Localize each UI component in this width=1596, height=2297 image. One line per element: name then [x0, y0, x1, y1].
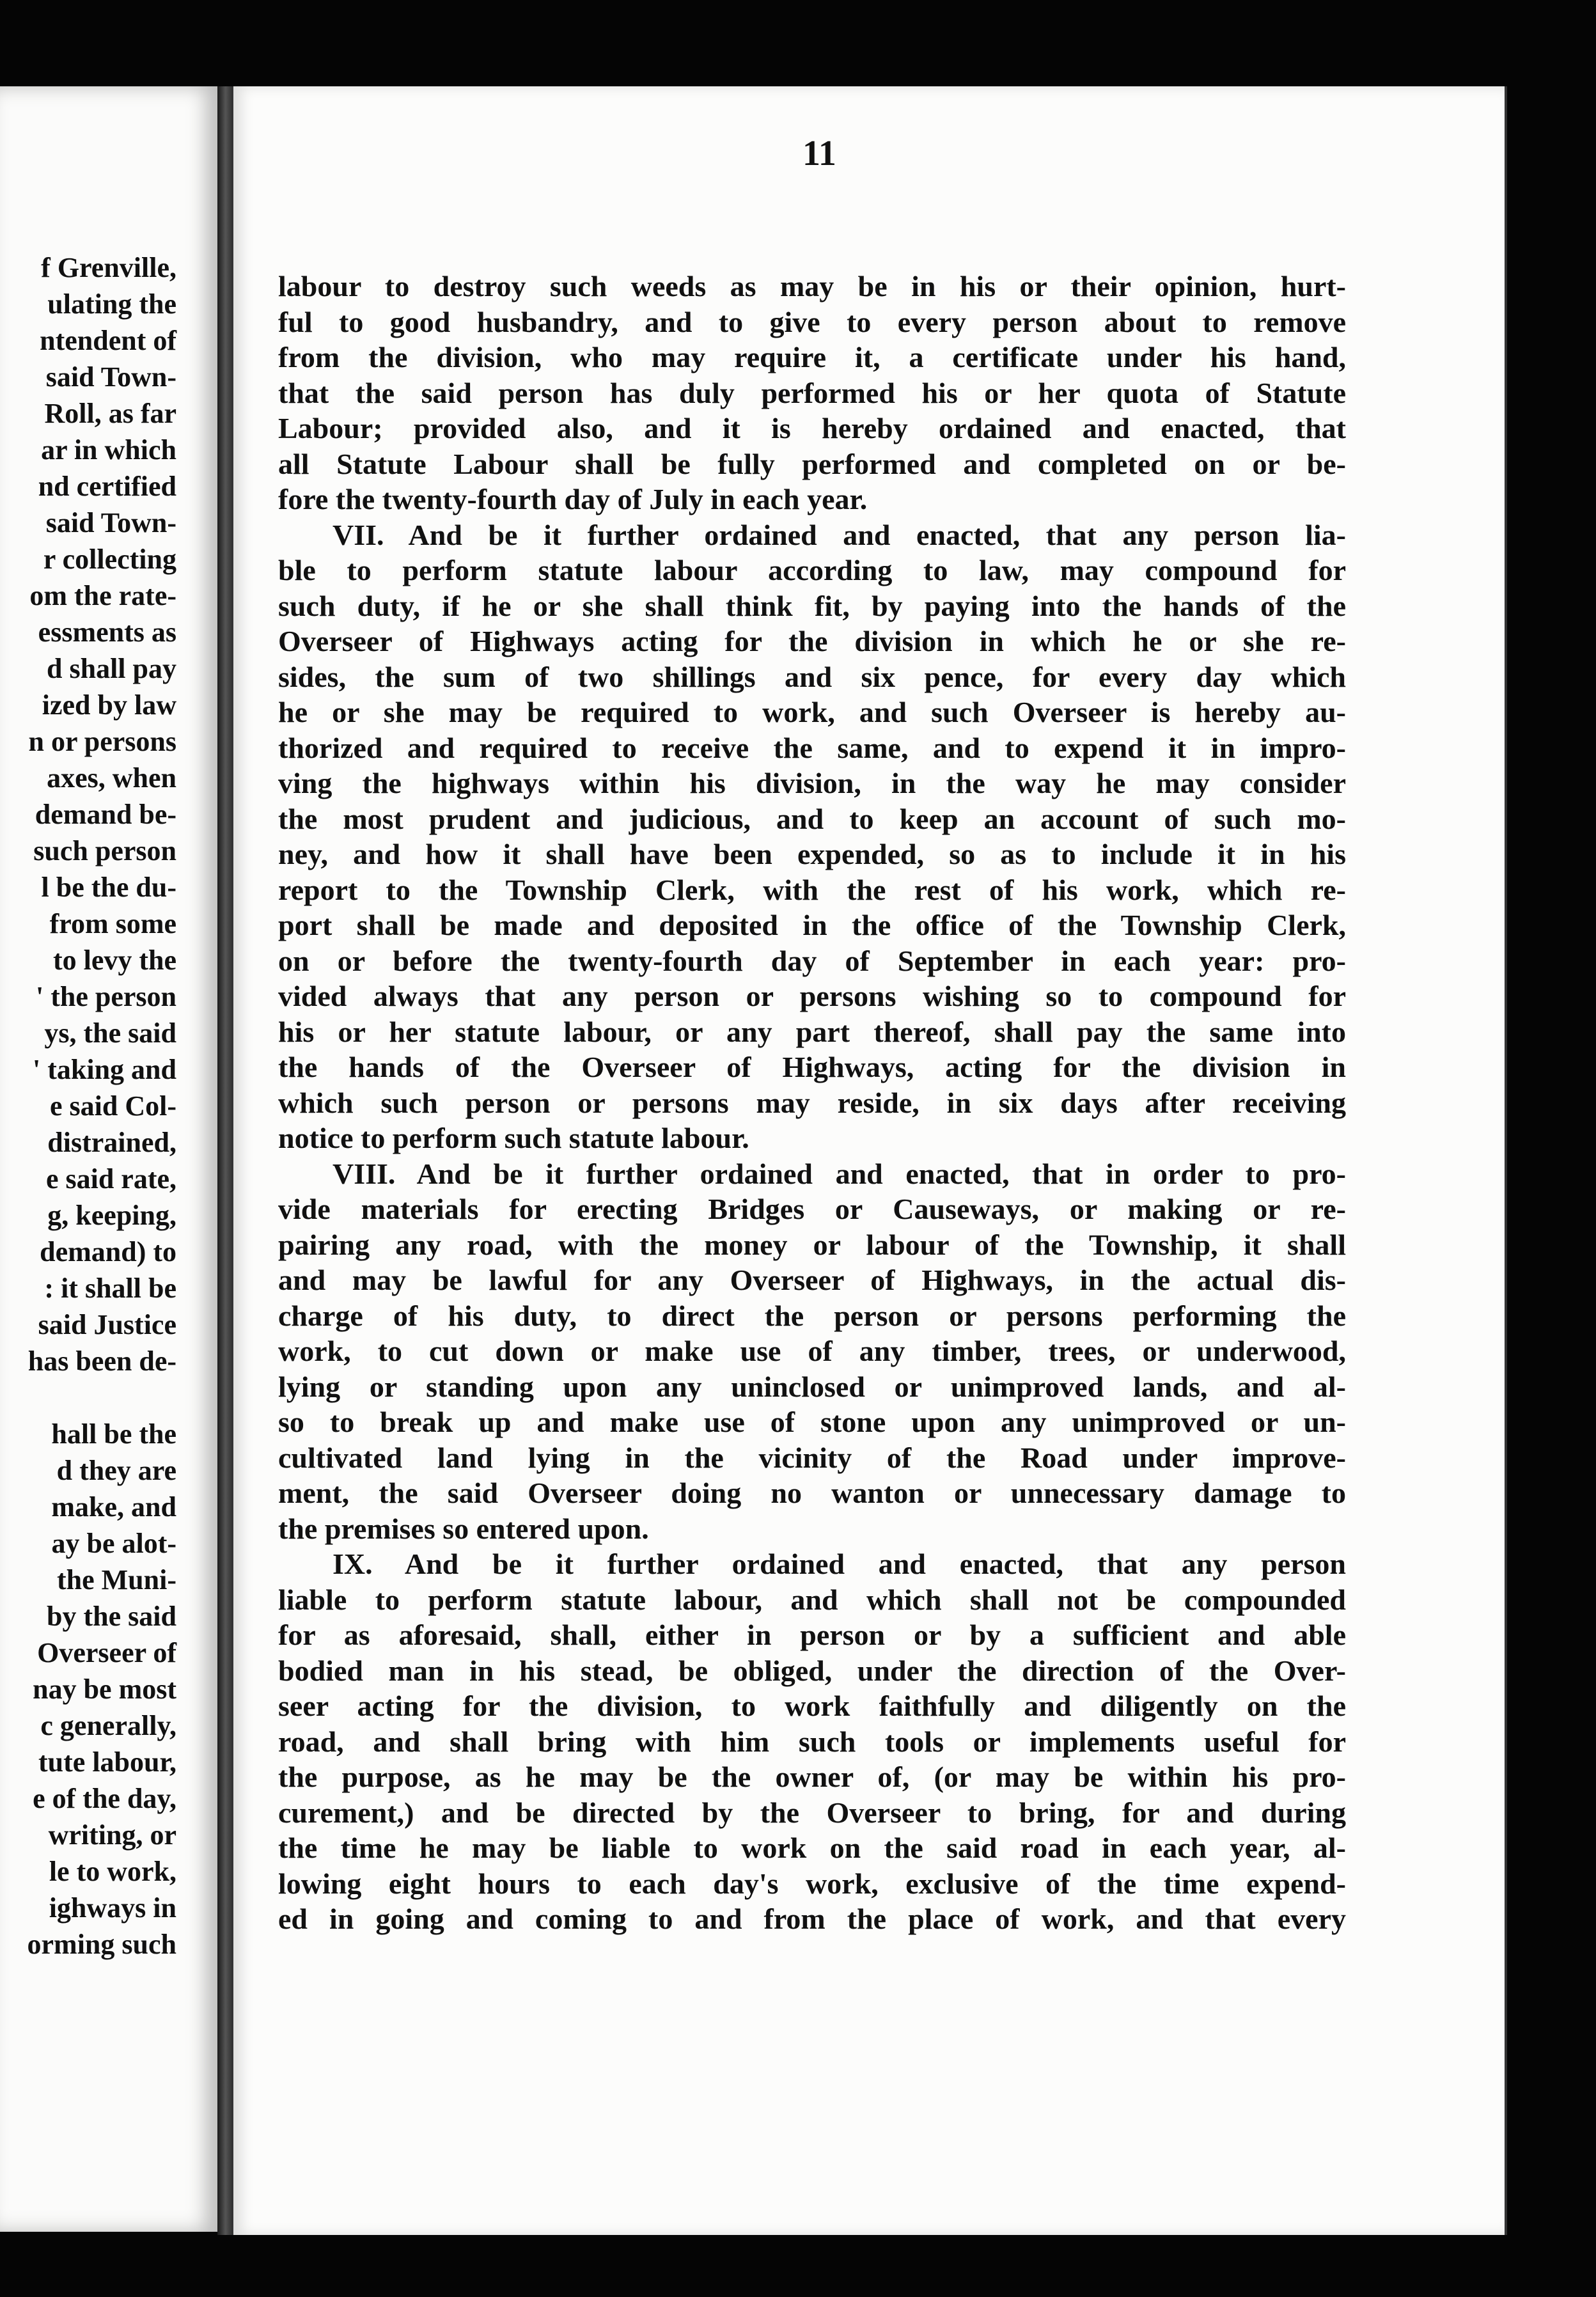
text-line: from the division, who may require it, a certificate under his hand,	[278, 341, 1346, 373]
left-fragment-line: ar in which	[41, 434, 176, 466]
text-line: ful to good husbandry, and to give to every person about to remove	[278, 305, 1346, 338]
text-line: lying or standing upon any uninclosed or unimproved lands, and al-	[278, 1370, 1346, 1403]
text-line: Labour; provided also, and it is hereby ordained and enacted, that	[278, 412, 1346, 444]
left-fragment-line: demand be-	[35, 799, 176, 830]
left-fragment-line: writing, or	[48, 1819, 176, 1851]
left-fragment-line: to levy the	[52, 945, 176, 976]
text-line: all Statute Labour shall be fully performed and completed on or be-	[278, 447, 1346, 480]
left-fragment-line: f Grenville,	[41, 252, 176, 283]
left-fragment-line: r collecting	[43, 544, 176, 575]
page-number: 11	[802, 134, 836, 173]
text-line: ed in going and coming to and from the place of work, and that every	[278, 1902, 1346, 1935]
left-fragment-line: distrained,	[47, 1127, 176, 1158]
text-line: port shall be made and deposited in the office of the Township Clerk,	[278, 909, 1346, 941]
text-line: ving the highways within his division, in the way he may consider	[278, 767, 1346, 799]
text-line: VII. And be it further ordained and enacted, that any person lia-	[332, 518, 1346, 551]
text-line: vide materials for erecting Bridges or Causeways, or making or re-	[278, 1193, 1346, 1225]
section-vii	[278, 517, 1346, 1156]
text-line: the most prudent and judicious, and to keep an account of such mo-	[278, 802, 1346, 835]
para-continued	[278, 269, 1346, 517]
left-fragment-line	[0, 1379, 176, 1416]
text-line: which such person or persons may reside, in six days after receiving	[278, 1086, 1346, 1119]
left-fragment-line: ys, the said	[44, 1017, 176, 1049]
left-fragment-line: by the said	[47, 1601, 176, 1632]
left-fragment-line: : it shall be	[44, 1273, 176, 1304]
left-fragment-line: axes, when	[47, 762, 176, 794]
text-line: that the said person has duly performed his or her quota of Statute	[278, 376, 1346, 409]
left-facing-page	[0, 86, 219, 2232]
text-line: and may be lawful for any Overseer of Highways, in the actual dis-	[278, 1264, 1346, 1296]
left-fragment-line: e said Col-	[50, 1090, 176, 1122]
left-fragment-line: Overseer of	[37, 1637, 176, 1668]
left-fragment-line: ulating the	[47, 288, 176, 320]
text-line: charge of his duty, to direct the person or persons performing the	[278, 1299, 1346, 1332]
text-line: Overseer of Highways acting for the division in which he or she re-	[278, 625, 1346, 657]
text-line: report to the Township Clerk, with the rest of his work, which re-	[278, 873, 1346, 906]
text-line: vided always that any person or persons wishing so to compound for	[278, 980, 1346, 1012]
left-fragment-line: d shall pay	[47, 653, 176, 684]
left-fragment-line: g, keeping,	[47, 1200, 176, 1231]
text-line: his or her statute labour, or any part thereof, shall pay the same into	[278, 1015, 1346, 1048]
left-fragment-line: e of the day,	[33, 1783, 176, 1814]
left-fragment-line: said Town-	[45, 361, 176, 393]
left-fragment-line: said Justice	[38, 1309, 176, 1340]
text-line: ment, the said Overseer doing no wanton or unnecessary damage to	[278, 1477, 1346, 1509]
text-line: cultivated land lying in the vicinity of the Road under improve-	[278, 1441, 1346, 1474]
left-fragment-line: e said rate,	[45, 1163, 176, 1195]
left-fragment-line: c generally,	[40, 1710, 176, 1741]
text-line: the time he may be liable to work on the said road in each year, al-	[278, 1831, 1346, 1864]
text-line: such duty, if he or she shall think fit, by paying into the hands of the	[278, 589, 1346, 622]
left-fragment-line: from some	[49, 908, 176, 939]
left-fragment-line: om the rate-	[29, 580, 176, 611]
section-ix	[278, 1546, 1346, 1937]
text-line: sides, the sum of two shillings and six pence, for every day which	[278, 660, 1346, 693]
left-fragment-line: ' the person	[36, 981, 176, 1012]
left-fragment-line: tute labour,	[38, 1746, 176, 1778]
left-fragment-line: essments as	[38, 616, 176, 648]
text-line: lowing eight hours to each day's work, exclusive of the time expend-	[278, 1867, 1346, 1900]
left-fragment-line: such person	[33, 835, 176, 866]
left-fragment-line: l be the du-	[41, 872, 176, 903]
text-line: curement,) and be directed by the Overseer to bring, for and during	[278, 1796, 1346, 1829]
text-line: liable to perform statute labour, and which shall not be compounded	[278, 1583, 1346, 1616]
text-line: thorized and required to receive the same, and to expend it in impro-	[278, 731, 1346, 764]
text-line: VIII. And be it further ordained and enacted, that in order to pro-	[332, 1157, 1346, 1190]
text-line: seer acting for the division, to work faithfully and diligently on the	[278, 1689, 1346, 1722]
left-page-text	[0, 249, 176, 1963]
section-viii	[278, 1156, 1346, 1547]
left-fragment-line: make, and	[51, 1491, 176, 1523]
text-line: the hands of the Overseer of Highways, acting for the division in	[278, 1051, 1346, 1083]
text-line: notice to perform such statute labour.	[278, 1122, 749, 1154]
left-fragment-line: ' taking and	[33, 1054, 176, 1085]
left-fragment-line: nay be most	[33, 1674, 176, 1705]
left-fragment-line: ntendent of	[40, 325, 176, 356]
text-line: fore the twenty-fourth day of July in each year.	[278, 483, 868, 515]
left-fragment-line: demand) to	[40, 1236, 176, 1267]
left-fragment-line: Roll, as far	[44, 398, 176, 429]
text-line: bodied man in his stead, be obliged, under the direction of the Over-	[278, 1654, 1346, 1687]
left-fragment-line: ay be alot-	[51, 1528, 176, 1559]
left-fragment-line: d they are	[56, 1455, 176, 1486]
text-line: IX. And be it further ordained and enacted, that any person	[332, 1548, 1346, 1580]
text-line: the premises so entered upon.	[278, 1512, 649, 1545]
left-fragment-line: ighways in	[49, 1892, 176, 1924]
text-line: ble to perform statute labour according to law, may compound for	[278, 554, 1346, 586]
text-line: for as aforesaid, shall, either in person or by a sufficient and able	[278, 1619, 1346, 1651]
page-body-text	[278, 269, 1346, 1937]
text-line: so to break up and make use of stone upon any unimproved or un-	[278, 1406, 1346, 1438]
left-fragment-line: ized by law	[42, 689, 176, 721]
text-line: ney, and how it shall have been expended, so as to include it in his	[278, 838, 1346, 870]
left-fragment-line: le to work,	[49, 1856, 176, 1887]
text-line: work, to cut down or make use of any timber, trees, or underwood,	[278, 1335, 1346, 1367]
left-fragment-line: hall be the	[51, 1418, 176, 1450]
text-line: pairing any road, with the money or labour of the Township, it shall	[278, 1228, 1346, 1261]
left-fragment-line: orming such	[27, 1929, 176, 1960]
left-fragment-line: said Town-	[45, 507, 176, 538]
left-fragment-line: n or persons	[28, 726, 176, 757]
text-line: the purpose, as he may be the owner of, (or may be within his pro-	[278, 1760, 1346, 1793]
text-line: road, and shall bring with him such tools or implements useful for	[278, 1725, 1346, 1758]
text-line: on or before the twenty-fourth day of September in each year: pro-	[278, 944, 1346, 977]
text-line: he or she may be required to work, and such Overseer is hereby au-	[278, 696, 1346, 728]
left-fragment-line: the Muni-	[57, 1564, 176, 1595]
text-line: labour to destroy such weeds as may be in his or their opinion, hurt-	[278, 270, 1346, 302]
left-fragment-line: nd certified	[38, 471, 176, 502]
left-fragment-line: has been de-	[27, 1345, 176, 1377]
